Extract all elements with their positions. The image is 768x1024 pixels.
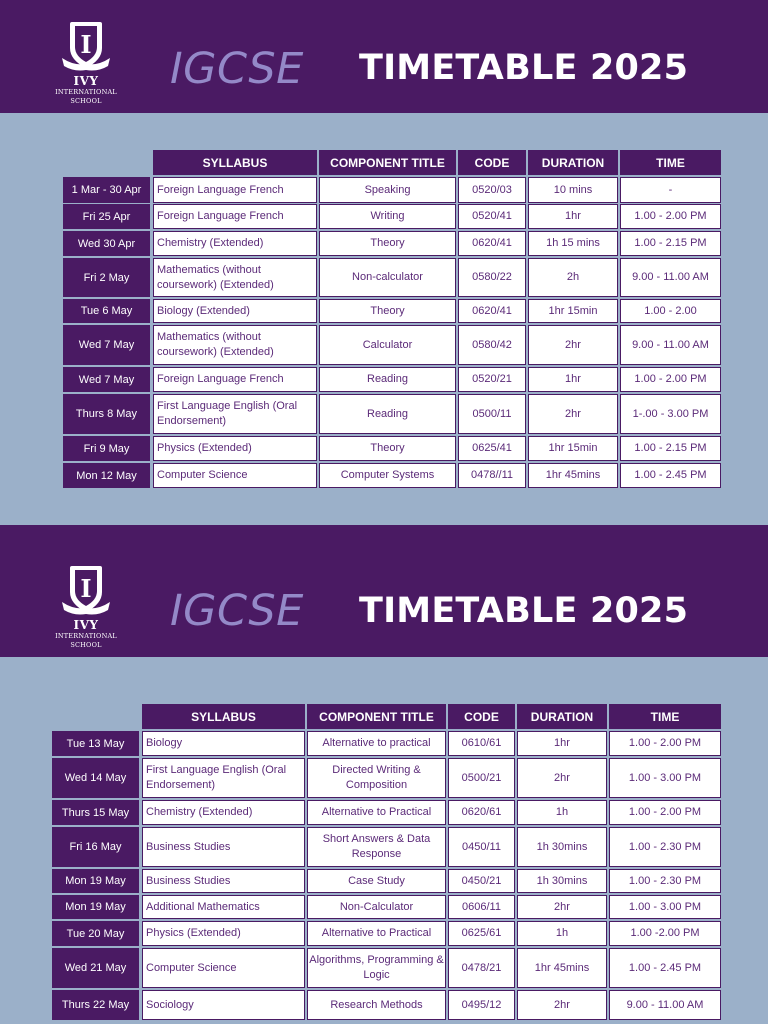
exam-date: Thurs 22 May [52, 990, 139, 1020]
duration-cell: 2hr [517, 990, 607, 1020]
code-cell: 0520/03 [458, 177, 526, 203]
duration-cell: 1hr 45mins [528, 463, 618, 488]
time-cell: 1.00 - 2.30 PM [609, 869, 721, 893]
exam-date: Fri 2 May [63, 258, 150, 297]
component-cell: Directed Writing & Composition [307, 758, 446, 798]
duration-cell: 2hr [528, 394, 618, 434]
column-header: SYLLABUS [142, 704, 305, 729]
component-cell: Theory [319, 231, 456, 256]
component-cell: Algorithms, Programming & Logic [307, 948, 446, 988]
exam-date: Mon 19 May [52, 895, 139, 919]
syllabus-cell: Sociology [142, 990, 305, 1020]
time-cell: 9.00 - 11.00 AM [620, 325, 721, 365]
column-header: SYLLABUS [153, 150, 317, 175]
school-logo [54, 562, 118, 666]
exam-date: Thurs 8 May [63, 394, 150, 434]
svg-text:I: I [80, 30, 92, 59]
time-cell: 1.00 - 2.45 PM [609, 948, 721, 988]
exam-date: Wed 14 May [52, 758, 139, 798]
exam-date: Tue 6 May [63, 299, 150, 323]
component-cell: Reading [319, 367, 456, 392]
code-cell: 0500/21 [448, 758, 515, 798]
column-header: TIME [609, 704, 721, 729]
column-header: CODE [458, 150, 526, 175]
exam-date: Wed 21 May [52, 948, 139, 988]
component-cell: Case Study [307, 869, 446, 893]
duration-cell: 2h [528, 258, 618, 297]
school-subtitle: INTERNATIONAL SCHOOL [55, 632, 117, 649]
component-cell: Speaking [319, 177, 456, 203]
component-cell: Short Answers & Data Response [307, 827, 446, 867]
exam-date: Fri 16 May [52, 827, 139, 867]
syllabus-cell: First Language English (Oral Endorsement) [142, 758, 305, 798]
column-header: DURATION [528, 150, 618, 175]
code-cell: 0495/12 [448, 990, 515, 1020]
syllabus-cell: Mathematics (without coursework) (Extended) [153, 258, 317, 297]
duration-cell: 10 mins [528, 177, 618, 203]
time-cell: 1.00 -2.00 PM [609, 921, 721, 946]
time-cell: 1.00 - 2.00 [620, 299, 721, 323]
exam-date: Fri 25 Apr [63, 204, 150, 229]
duration-cell: 2hr [517, 895, 607, 919]
duration-cell: 1h 30mins [517, 827, 607, 867]
code-cell: 0478//11 [458, 463, 526, 488]
time-cell: 1.00 - 3.00 PM [609, 895, 721, 919]
code-cell: 0580/22 [458, 258, 526, 297]
duration-cell: 1hr [528, 204, 618, 229]
code-cell: 0580/42 [458, 325, 526, 365]
component-cell: Alternative to Practical [307, 921, 446, 946]
syllabus-cell: First Language English (Oral Endorsement) [153, 394, 317, 434]
syllabus-cell: Foreign Language French [153, 367, 317, 392]
time-cell: 1.00 - 2.00 PM [609, 731, 721, 756]
svg-text:I: I [80, 574, 92, 603]
shield-crest-icon [58, 18, 114, 74]
time-cell: - [620, 177, 721, 203]
column-header: COMPONENT TITLE [319, 150, 456, 175]
code-cell: 0625/61 [448, 921, 515, 946]
exam-date: Tue 13 May [52, 731, 139, 756]
syllabus-cell: Physics (Extended) [142, 921, 305, 946]
duration-cell: 1hr 15min [528, 436, 618, 461]
duration-cell: 1hr 15min [528, 299, 618, 323]
shield-crest-icon [58, 562, 114, 618]
component-cell: Research Methods [307, 990, 446, 1020]
time-cell: 9.00 - 11.00 AM [609, 990, 721, 1020]
syllabus-cell: Computer Science [153, 463, 317, 488]
code-cell: 0625/41 [458, 436, 526, 461]
time-cell: 1.00 - 3.00 PM [609, 758, 721, 798]
igcse-heading: IGCSE [170, 44, 304, 94]
component-cell: Calculator [319, 325, 456, 365]
component-cell: Theory [319, 436, 456, 461]
time-cell: 1.00 - 2.30 PM [609, 827, 721, 867]
exam-date: Mon 19 May [52, 869, 139, 893]
exam-date: 1 Mar - 30 Apr [63, 177, 150, 203]
component-cell: Theory [319, 299, 456, 323]
time-cell: 1-.00 - 3.00 PM [620, 394, 721, 434]
school-name: IVY [73, 74, 99, 88]
syllabus-cell: Mathematics (without coursework) (Extended) [153, 325, 317, 365]
time-cell: 1.00 - 2.00 PM [609, 800, 721, 825]
column-header: CODE [448, 704, 515, 729]
time-cell: 1.00 - 2.15 PM [620, 231, 721, 256]
duration-cell: 1hr 45mins [517, 948, 607, 988]
duration-cell: 2hr [528, 325, 618, 365]
component-cell: Writing [319, 204, 456, 229]
exam-date: Wed 7 May [63, 367, 150, 392]
syllabus-cell: Biology (Extended) [153, 299, 317, 323]
syllabus-cell: Chemistry (Extended) [142, 800, 305, 825]
exam-date: Wed 7 May [63, 325, 150, 365]
time-cell: 1.00 - 2.45 PM [620, 463, 721, 488]
duration-cell: 1h 15 mins [528, 231, 618, 256]
component-cell: Reading [319, 394, 456, 434]
duration-cell: 1h 30mins [517, 869, 607, 893]
component-cell: Non-Calculator [307, 895, 446, 919]
duration-cell: 1hr [517, 731, 607, 756]
syllabus-cell: Physics (Extended) [153, 436, 317, 461]
exam-date: Tue 20 May [52, 921, 139, 946]
component-cell: Non-calculator [319, 258, 456, 297]
component-cell: Computer Systems [319, 463, 456, 488]
code-cell: 0620/61 [448, 800, 515, 825]
code-cell: 0520/41 [458, 204, 526, 229]
school-logo [54, 18, 118, 122]
exam-date: Fri 9 May [63, 436, 150, 461]
column-header: DURATION [517, 704, 607, 729]
exam-date: Wed 30 Apr [63, 231, 150, 256]
exam-date: Mon 12 May [63, 463, 150, 488]
syllabus-cell: Foreign Language French [153, 177, 317, 203]
column-header: TIME [620, 150, 721, 175]
code-cell: 0450/21 [448, 869, 515, 893]
code-cell: 0450/11 [448, 827, 515, 867]
code-cell: 0610/61 [448, 731, 515, 756]
duration-cell: 2hr [517, 758, 607, 798]
timetable-title: TIMETABLE 2025 [359, 591, 689, 631]
column-header: COMPONENT TITLE [307, 704, 446, 729]
igcse-heading: IGCSE [170, 586, 304, 636]
school-name: IVY [73, 618, 99, 632]
code-cell: 0500/11 [458, 394, 526, 434]
syllabus-cell: Foreign Language French [153, 204, 317, 229]
component-cell: Alternative to Practical [307, 800, 446, 825]
code-cell: 0620/41 [458, 231, 526, 256]
component-cell: Alternative to practical [307, 731, 446, 756]
syllabus-cell: Business Studies [142, 869, 305, 893]
school-subtitle: INTERNATIONAL SCHOOL [55, 88, 117, 105]
duration-cell: 1hr [528, 367, 618, 392]
duration-cell: 1h [517, 800, 607, 825]
time-cell: 9.00 - 11.00 AM [620, 258, 721, 297]
syllabus-cell: Chemistry (Extended) [153, 231, 317, 256]
time-cell: 1.00 - 2.00 PM [620, 204, 721, 229]
exam-date: Thurs 15 May [52, 800, 139, 825]
code-cell: 0606/11 [448, 895, 515, 919]
duration-cell: 1h [517, 921, 607, 946]
time-cell: 1.00 - 2.00 PM [620, 367, 721, 392]
time-cell: 1.00 - 2.15 PM [620, 436, 721, 461]
syllabus-cell: Computer Science [142, 948, 305, 988]
syllabus-cell: Business Studies [142, 827, 305, 867]
code-cell: 0520/21 [458, 367, 526, 392]
syllabus-cell: Biology [142, 731, 305, 756]
syllabus-cell: Additional Mathematics [142, 895, 305, 919]
timetable-title: TIMETABLE 2025 [359, 48, 689, 88]
code-cell: 0478/21 [448, 948, 515, 988]
code-cell: 0620/41 [458, 299, 526, 323]
